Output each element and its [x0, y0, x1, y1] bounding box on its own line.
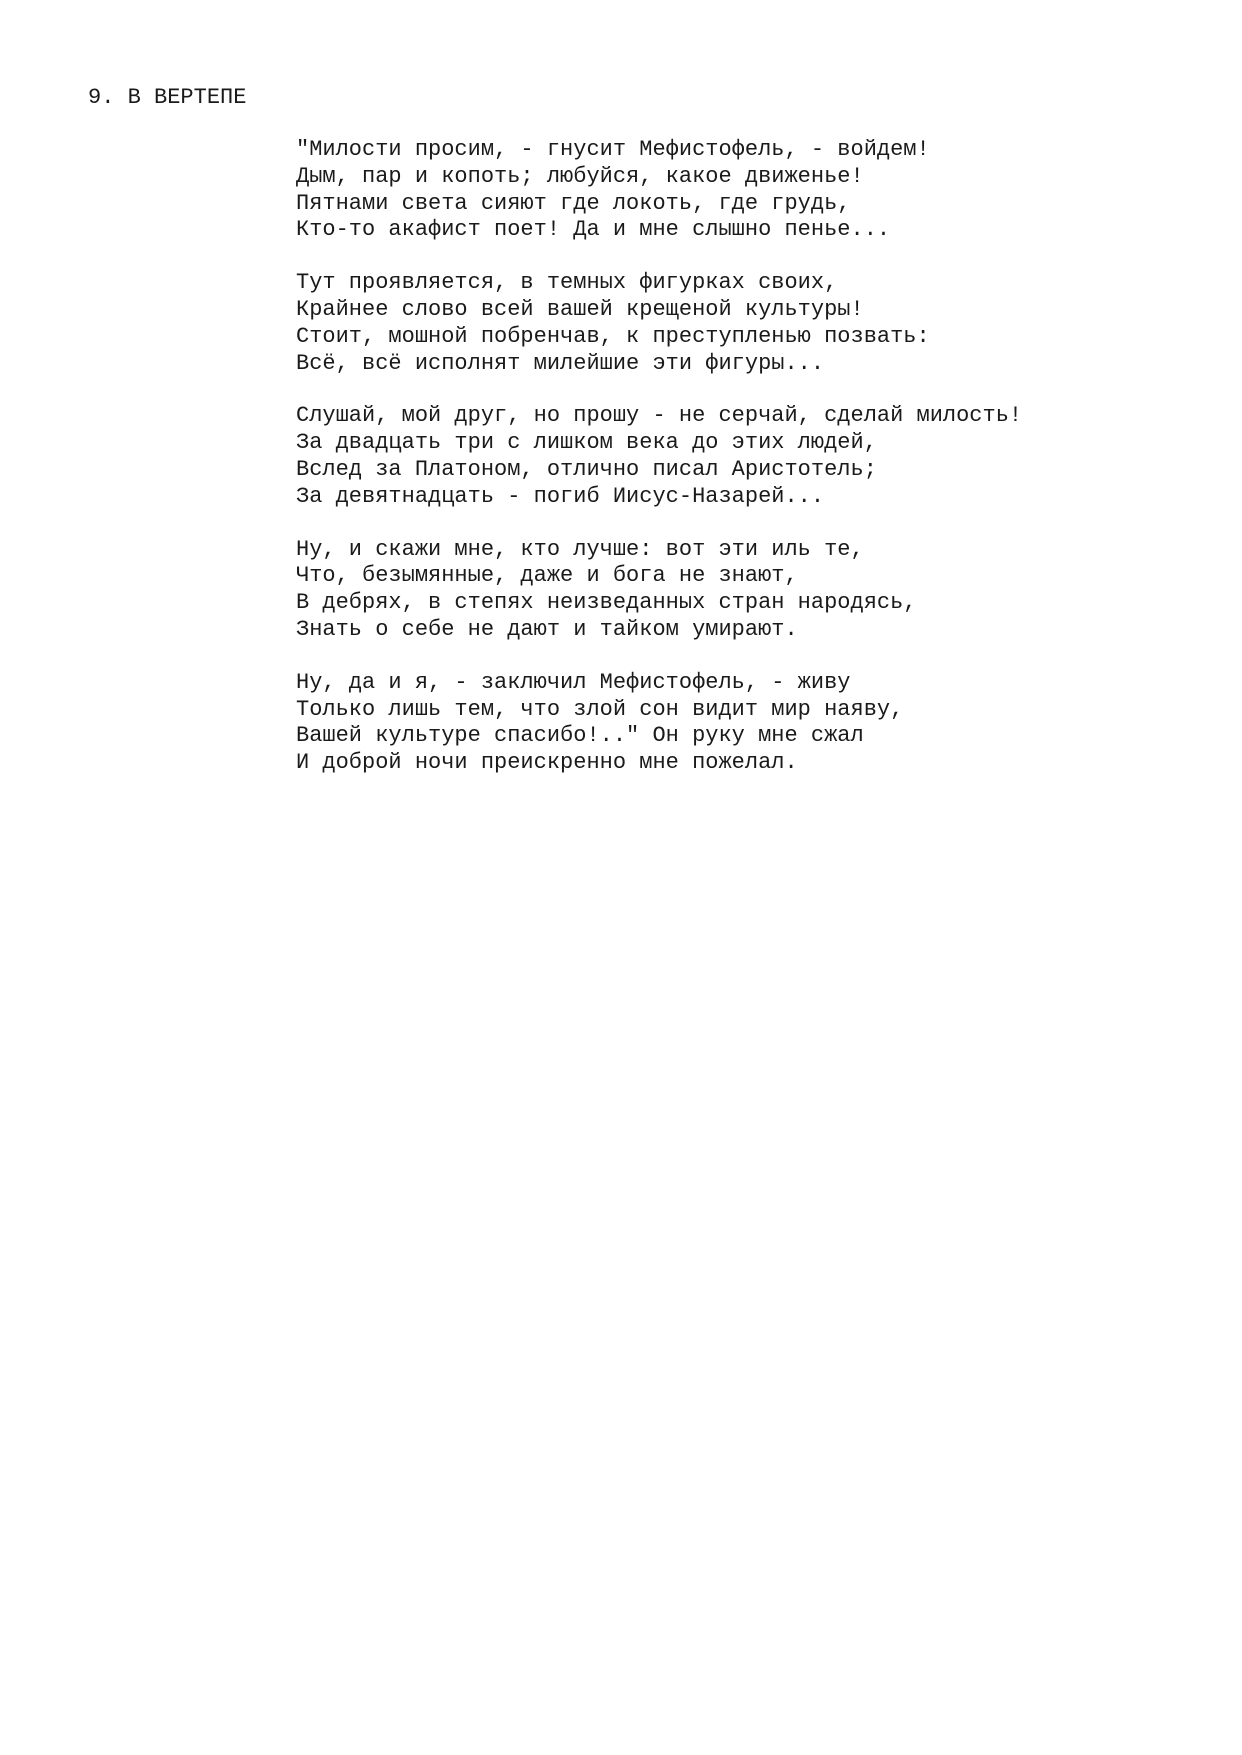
poem-line: Что, безымянные, даже и бога не знают,: [296, 563, 798, 589]
poem-line: Пятнами света сияют где локоть, где грудь,: [296, 190, 851, 216]
poem-line: Крайнее слово всей вашей крещеной культуры!: [296, 296, 864, 322]
stanza-1: [296, 137, 1216, 244]
poem-title: 9. В ВЕРТЕПЕ: [88, 85, 247, 110]
poem-body: [296, 137, 1216, 803]
poem-line: Вашей культуре спасибо!.." Он руку мне сжал: [296, 723, 864, 749]
poem-line: Стоит, мошной побренчав, к преступленью позвать:: [296, 323, 930, 349]
stanza-5: [296, 670, 1216, 777]
poem-line: Слушай, мой друг, но прошу - не серчай, сделай милость!: [296, 403, 1023, 429]
poem-line: Ну, да и я, - заключил Мефистофель, - живу: [296, 669, 851, 695]
stanza-3: [296, 403, 1216, 510]
stanza-4: [296, 537, 1216, 644]
poem-line: Тут проявляется, в темных фигурках своих,: [296, 270, 838, 296]
poem-line: За двадцать три с лишком века до этих людей,: [296, 430, 877, 456]
poem-line: Вслед за Платоном, отлично писал Аристотель;: [296, 456, 877, 482]
poem-line: "Милости просим, - гнусит Мефистофель, - войдем!: [296, 137, 930, 162]
poem-line: И доброй ночи преискренно мне пожелал.: [296, 750, 798, 776]
poem-line: Знать о себе не дают и тайком умирают.: [296, 616, 798, 642]
stanza-2: [296, 270, 1216, 377]
poem-line: В дебрях, в степях неизведанных стран народясь,: [296, 590, 917, 616]
poem-line: Всё, всё исполнят милейшие эти фигуры...: [296, 350, 825, 376]
poem-line: Ну, и скажи мне, кто лучше: вот эти иль те,: [296, 536, 864, 562]
poem-line: Только лишь тем, что злой сон видит мир наяву,: [296, 696, 904, 722]
poem-line: За девятнадцать - погиб Иисус-Назарей...: [296, 483, 825, 509]
poem-line: Дым, пар и копоть; любуйся, какое движенье!: [296, 163, 864, 189]
poem-line: Кто-то акафист поет! Да и мне слышно пенье...: [296, 217, 891, 243]
